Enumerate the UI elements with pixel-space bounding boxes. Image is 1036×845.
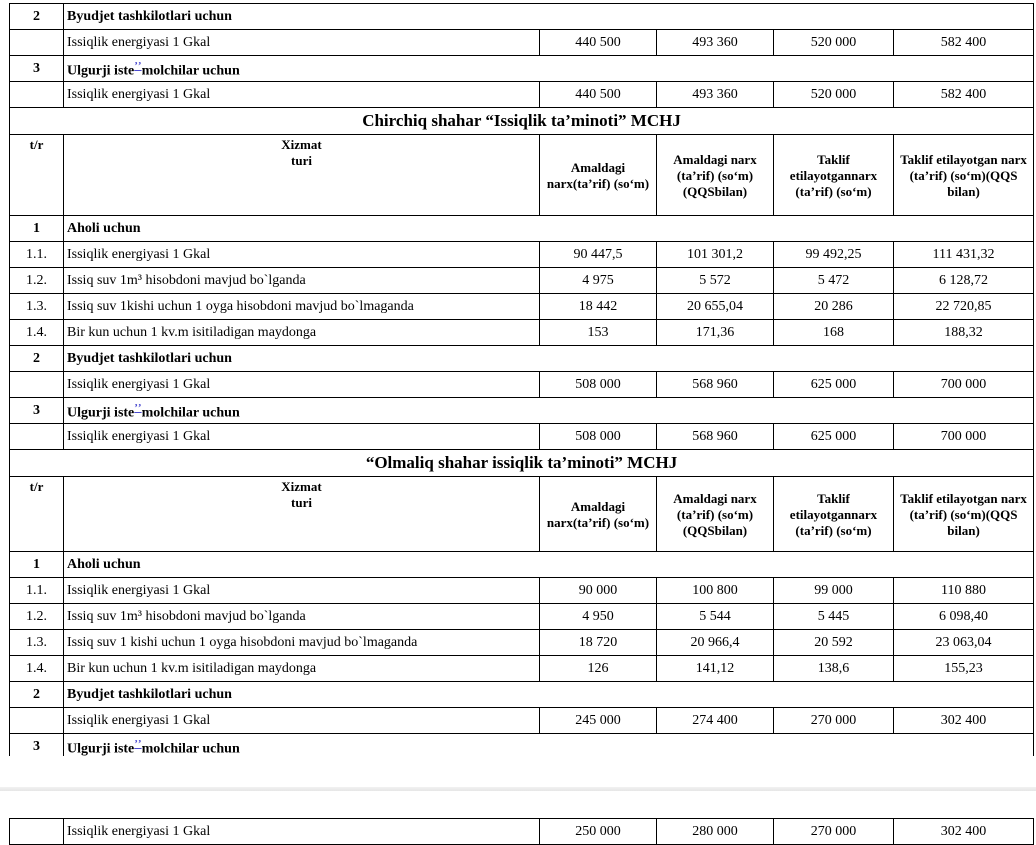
section-label [64, 56, 1034, 82]
current-price: 245 000 [540, 708, 657, 734]
service-label: Bir kun uchun 1 kv.m isitiladigan maydonga [64, 656, 540, 682]
row-number: 2 [10, 346, 64, 372]
section-row [10, 346, 1034, 372]
row-number: 2 [10, 4, 64, 30]
tariff-table [9, 3, 1034, 760]
service-label: Issiqlik energiyasi 1 Gkal [64, 424, 540, 450]
row-number: 1.3. [10, 630, 64, 656]
table-row [10, 656, 1034, 682]
company-title: “Olmaliq shahar issiqlik ta’minoti” MCHJ [10, 450, 1034, 477]
row-number: 1.2. [10, 604, 64, 630]
proposed-price-vat: 302 400 [894, 708, 1034, 734]
label-part: molchilar uchun [141, 741, 240, 757]
row-number: 1.1. [10, 242, 64, 268]
header-row [10, 135, 1034, 216]
proposed-price: 625 000 [774, 372, 894, 398]
current-price-vat: 20 655,04 [657, 294, 774, 320]
proposed-price-vat: 302 400 [894, 819, 1034, 845]
label-part: molchilar uchun [141, 63, 240, 79]
service-label: Issiqlik energiyasi 1 Gkal [64, 82, 540, 108]
header-proposed-price-vat: Taklif etilayotgan narx (ta’rif) (so‘m)(QQS bilan) [894, 135, 1034, 216]
proposed-price: 625 000 [774, 424, 894, 450]
row-number: 2 [10, 682, 64, 708]
proposed-price: 20 592 [774, 630, 894, 656]
page-edge [0, 787, 1036, 791]
table-row [10, 320, 1034, 346]
row-number [10, 30, 64, 56]
proposed-price-vat: 155,23 [894, 656, 1034, 682]
row-number [10, 708, 64, 734]
proposed-price: 270 000 [774, 819, 894, 845]
section-label: Byudjet tashkilotlari uchun [64, 682, 1034, 708]
row-number: 3 [10, 56, 64, 82]
header-proposed-price: Taklif etilayotgannarx (ta’rif) (so‘m) [774, 135, 894, 216]
table-row [10, 268, 1034, 294]
current-price: 440 500 [540, 82, 657, 108]
table-row [10, 578, 1034, 604]
current-price: 4 975 [540, 268, 657, 294]
row-number: 1.2. [10, 268, 64, 294]
label-part: Ulgurji iste [67, 63, 135, 79]
section-row [10, 552, 1034, 578]
table-row [10, 242, 1034, 268]
section-label [64, 398, 1034, 424]
row-number: 1.4. [10, 320, 64, 346]
section-row [10, 216, 1034, 242]
current-price: 153 [540, 320, 657, 346]
section-row [10, 4, 1034, 30]
proposed-price: 5 472 [774, 268, 894, 294]
current-price-vat: 568 960 [657, 424, 774, 450]
section-row [10, 56, 1034, 82]
proposed-price-vat: 110 880 [894, 578, 1034, 604]
header-tr: t/r [10, 477, 64, 552]
section-row [10, 682, 1034, 708]
comment-marker: ʼʼ [134, 401, 142, 414]
row-number: 1 [10, 552, 64, 578]
current-price: 508 000 [540, 372, 657, 398]
proposed-price: 138,6 [774, 656, 894, 682]
table-row [10, 604, 1034, 630]
row-number [10, 82, 64, 108]
current-price-vat: 141,12 [657, 656, 774, 682]
service-label: Issiqlik energiyasi 1 Gkal [64, 30, 540, 56]
current-price-vat: 100 800 [657, 578, 774, 604]
header-proposed-price-vat: Taklif etilayotgan narx (ta’rif) (so‘m)(QQS bilan) [894, 477, 1034, 552]
company-title-row [10, 450, 1034, 477]
proposed-price-vat: 582 400 [894, 30, 1034, 56]
table-row [10, 708, 1034, 734]
service-label: Issiq suv 1kishi uchun 1 oyga hisobdoni mavjud bo`lmaganda [64, 294, 540, 320]
table-row [10, 82, 1034, 108]
current-price-vat: 493 360 [657, 30, 774, 56]
current-price-vat: 274 400 [657, 708, 774, 734]
header-current-price-vat: Amaldagi narx (ta’rif) (so‘m) (QQSbilan) [657, 135, 774, 216]
proposed-price-vat: 6 098,40 [894, 604, 1034, 630]
header-service-line2: turi [291, 153, 312, 168]
row-number: 1.4. [10, 656, 64, 682]
header-current-price-vat: Amaldagi narx (ta’rif) (so‘m) (QQSbilan) [657, 477, 774, 552]
proposed-price-vat: 111 431,32 [894, 242, 1034, 268]
proposed-price: 5 445 [774, 604, 894, 630]
row-number [10, 424, 64, 450]
table-row [10, 630, 1034, 656]
company-title: Chirchiq shahar “Issiqlik ta’minoti” MCHJ [10, 108, 1034, 135]
proposed-price: 520 000 [774, 82, 894, 108]
proposed-price-vat: 188,32 [894, 320, 1034, 346]
header-tr: t/r [10, 135, 64, 216]
row-number: 1.1. [10, 578, 64, 604]
service-label: Issiqlik energiyasi 1 Gkal [64, 578, 540, 604]
section-label: Byudjet tashkilotlari uchun [64, 346, 1034, 372]
current-price-vat: 280 000 [657, 819, 774, 845]
current-price-vat: 171,36 [657, 320, 774, 346]
current-price: 18 442 [540, 294, 657, 320]
header-service [64, 477, 540, 552]
header-service [64, 135, 540, 216]
proposed-price: 20 286 [774, 294, 894, 320]
header-row [10, 477, 1034, 552]
current-price: 440 500 [540, 30, 657, 56]
tariff-table-continued [9, 818, 1034, 845]
header-current-price: Amaldagi narx(ta’rif) (so‘m) [540, 135, 657, 216]
header-proposed-price: Taklif etilayotgannarx (ta’rif) (so‘m) [774, 477, 894, 552]
comment-marker: ʼʼ [134, 59, 142, 72]
proposed-price-vat: 582 400 [894, 82, 1034, 108]
service-label: Issiq suv 1 kishi uchun 1 oyga hisobdoni mavjud bo`lmaganda [64, 630, 540, 656]
proposed-price: 270 000 [774, 708, 894, 734]
section-label: Aholi uchun [64, 216, 1034, 242]
current-price-vat: 568 960 [657, 372, 774, 398]
proposed-price: 520 000 [774, 30, 894, 56]
row-number: 1.3. [10, 294, 64, 320]
service-label: Issiqlik energiyasi 1 Gkal [64, 372, 540, 398]
row-number [10, 372, 64, 398]
tariff-document [9, 3, 1033, 760]
current-price-vat: 20 966,4 [657, 630, 774, 656]
service-label: Issiq suv 1m³ hisobdoni mavjud bo`lganda [64, 604, 540, 630]
current-price-vat: 101 301,2 [657, 242, 774, 268]
proposed-price-vat: 6 128,72 [894, 268, 1034, 294]
label-part: Ulgurji iste [67, 405, 135, 421]
section-label: Byudjet tashkilotlari uchun [64, 4, 1034, 30]
proposed-price-vat: 700 000 [894, 372, 1034, 398]
current-price: 90 000 [540, 578, 657, 604]
page-break [0, 756, 1036, 818]
current-price: 4 950 [540, 604, 657, 630]
service-label: Bir kun uchun 1 kv.m isitiladigan maydonga [64, 320, 540, 346]
proposed-price-vat: 23 063,04 [894, 630, 1034, 656]
current-price: 508 000 [540, 424, 657, 450]
row-number: 3 [10, 734, 64, 760]
current-price: 126 [540, 656, 657, 682]
service-label: Issiqlik energiyasi 1 Gkal [64, 242, 540, 268]
header-service-line2: turi [291, 495, 312, 510]
current-price-vat: 493 360 [657, 82, 774, 108]
current-price: 90 447,5 [540, 242, 657, 268]
current-price: 250 000 [540, 819, 657, 845]
section-label: Aholi uchun [64, 552, 1034, 578]
label-part: molchilar uchun [141, 405, 240, 421]
comment-marker: ʼʼ [134, 737, 142, 750]
section-row [10, 398, 1034, 424]
proposed-price-vat: 22 720,85 [894, 294, 1034, 320]
row-number [10, 819, 64, 845]
service-label: Issiqlik energiyasi 1 Gkal [64, 708, 540, 734]
proposed-price: 168 [774, 320, 894, 346]
service-label: Issiqlik energiyasi 1 Gkal [64, 819, 540, 845]
header-service-line1: Xizmat [281, 479, 322, 494]
company-title-row [10, 108, 1034, 135]
table-row [10, 294, 1034, 320]
current-price: 18 720 [540, 630, 657, 656]
header-current-price: Amaldagi narx(ta’rif) (so‘m) [540, 477, 657, 552]
service-label: Issiq suv 1m³ hisobdoni mavjud bo`lganda [64, 268, 540, 294]
row-number: 3 [10, 398, 64, 424]
next-page-table [9, 818, 1033, 845]
table-row [10, 819, 1034, 845]
table-row [10, 30, 1034, 56]
current-price-vat: 5 572 [657, 268, 774, 294]
current-price-vat: 5 544 [657, 604, 774, 630]
row-number: 1 [10, 216, 64, 242]
header-service-line1: Xizmat [281, 137, 322, 152]
proposed-price: 99 492,25 [774, 242, 894, 268]
proposed-price-vat: 700 000 [894, 424, 1034, 450]
table-row [10, 372, 1034, 398]
label-part: Ulgurji iste [67, 741, 135, 757]
table-row [10, 424, 1034, 450]
proposed-price: 99 000 [774, 578, 894, 604]
